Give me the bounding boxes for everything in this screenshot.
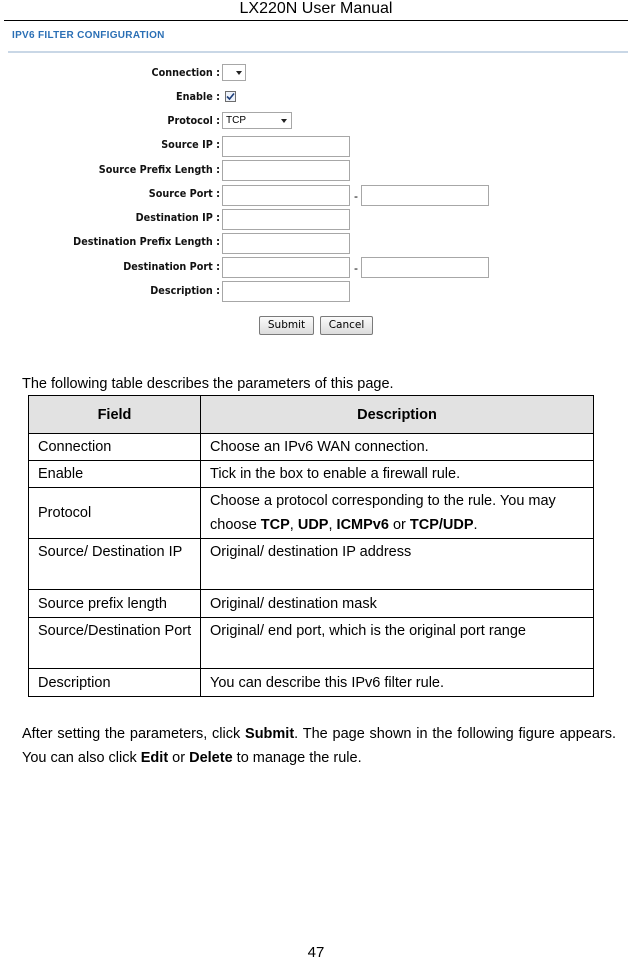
after-submit: Submit xyxy=(245,726,295,742)
dest-port-separator: - xyxy=(354,261,358,275)
protocol-select[interactable] xyxy=(222,112,292,129)
protocol-label: Protocol : xyxy=(167,115,220,127)
field-cell: Source/Destination Port xyxy=(29,618,201,669)
header-divider xyxy=(4,20,628,21)
description-cell: Original/ destination IP address xyxy=(201,539,594,590)
protocol-tcp: TCP xyxy=(260,517,290,533)
description-cell xyxy=(201,488,594,539)
protocol-tcp-udp: TCP/UDP xyxy=(409,517,474,533)
config-section-title: IPV6 FILTER CONFIGURATION xyxy=(12,30,165,41)
description-input[interactable] xyxy=(222,281,350,302)
field-cell: Description xyxy=(29,669,201,697)
intro-paragraph: The following table describes the parameters of this page. xyxy=(22,376,394,392)
page-number: 47 xyxy=(307,944,325,961)
field-cell: Source/ Destination IP xyxy=(29,539,201,590)
protocol-sep: , xyxy=(289,517,298,533)
source-ip-label: Source IP : xyxy=(161,139,220,151)
table-row xyxy=(29,488,594,539)
dest-prefix-input[interactable] xyxy=(222,233,350,254)
table-row xyxy=(29,618,594,669)
description-cell: You can describe this IPv6 filter rule. xyxy=(201,669,594,697)
description-cell: Original/ destination mask xyxy=(201,590,594,618)
table-row xyxy=(29,669,594,697)
after-paragraph xyxy=(22,722,616,770)
table-row xyxy=(29,539,594,590)
description-cell: Tick in the box to enable a firewall rule. xyxy=(201,461,594,488)
protocol-udp: UDP xyxy=(297,517,329,533)
source-port-label: Source Port : xyxy=(148,188,220,200)
source-prefix-input[interactable] xyxy=(222,160,350,181)
after-text-2: . The page shown in the following figure appears. You can also click xyxy=(22,726,617,766)
dest-port-label: Destination Port : xyxy=(123,261,220,273)
parameters-table xyxy=(28,395,594,697)
checkmark-icon xyxy=(225,91,236,102)
column-header-description: Description xyxy=(201,396,594,434)
table-row xyxy=(29,461,594,488)
dest-prefix-label: Destination Prefix Length : xyxy=(73,236,220,248)
source-ip-input[interactable] xyxy=(222,136,350,157)
table-header-row xyxy=(29,396,594,434)
enable-label: Enable : xyxy=(175,91,220,103)
cancel-button[interactable]: Cancel xyxy=(320,316,373,335)
source-prefix-label: Source Prefix Length : xyxy=(98,164,220,176)
chevron-down-icon xyxy=(281,119,287,123)
after-text-1: After setting the parameters, click xyxy=(22,726,246,742)
dest-port-start-input[interactable] xyxy=(222,257,350,278)
page-header-title: LX220N User Manual xyxy=(239,0,393,17)
enable-checkbox[interactable] xyxy=(225,91,236,102)
protocol-select-value: TCP xyxy=(226,115,246,126)
connection-label: Connection : xyxy=(151,67,220,79)
protocol-sep: , xyxy=(328,517,337,533)
table-row xyxy=(29,590,594,618)
field-cell: Connection xyxy=(29,434,201,461)
chevron-down-icon xyxy=(236,71,242,75)
after-edit: Edit xyxy=(140,750,169,766)
field-cell: Source prefix length xyxy=(29,590,201,618)
submit-button[interactable]: Submit xyxy=(259,316,314,335)
source-port-separator: - xyxy=(354,189,358,203)
dest-port-end-input[interactable] xyxy=(361,257,489,278)
protocol-sep: or xyxy=(388,517,410,533)
description-cell: Original/ end port, which is the original port range xyxy=(201,618,594,669)
dest-ip-input[interactable] xyxy=(222,209,350,230)
description-cell: Choose an IPv6 WAN connection. xyxy=(201,434,594,461)
field-cell: Protocol xyxy=(29,488,201,539)
column-header-field: Field xyxy=(29,396,201,434)
after-or: or xyxy=(168,750,190,766)
connection-select[interactable] xyxy=(222,64,246,81)
dest-ip-label: Destination IP : xyxy=(135,212,220,224)
after-text-3: to manage the rule. xyxy=(232,750,362,766)
protocol-icmpv6: ICMPv6 xyxy=(336,517,389,533)
description-label: Description : xyxy=(150,285,220,297)
source-port-end-input[interactable] xyxy=(361,185,489,206)
source-port-start-input[interactable] xyxy=(222,185,350,206)
after-delete: Delete xyxy=(189,750,233,766)
protocol-end: . xyxy=(473,517,478,533)
table-row xyxy=(29,434,594,461)
config-title-divider xyxy=(8,51,628,53)
protocol-desc-text: Choose a protocol corresponding to the rule. You may choose xyxy=(210,493,556,533)
field-cell: Enable xyxy=(29,461,201,488)
